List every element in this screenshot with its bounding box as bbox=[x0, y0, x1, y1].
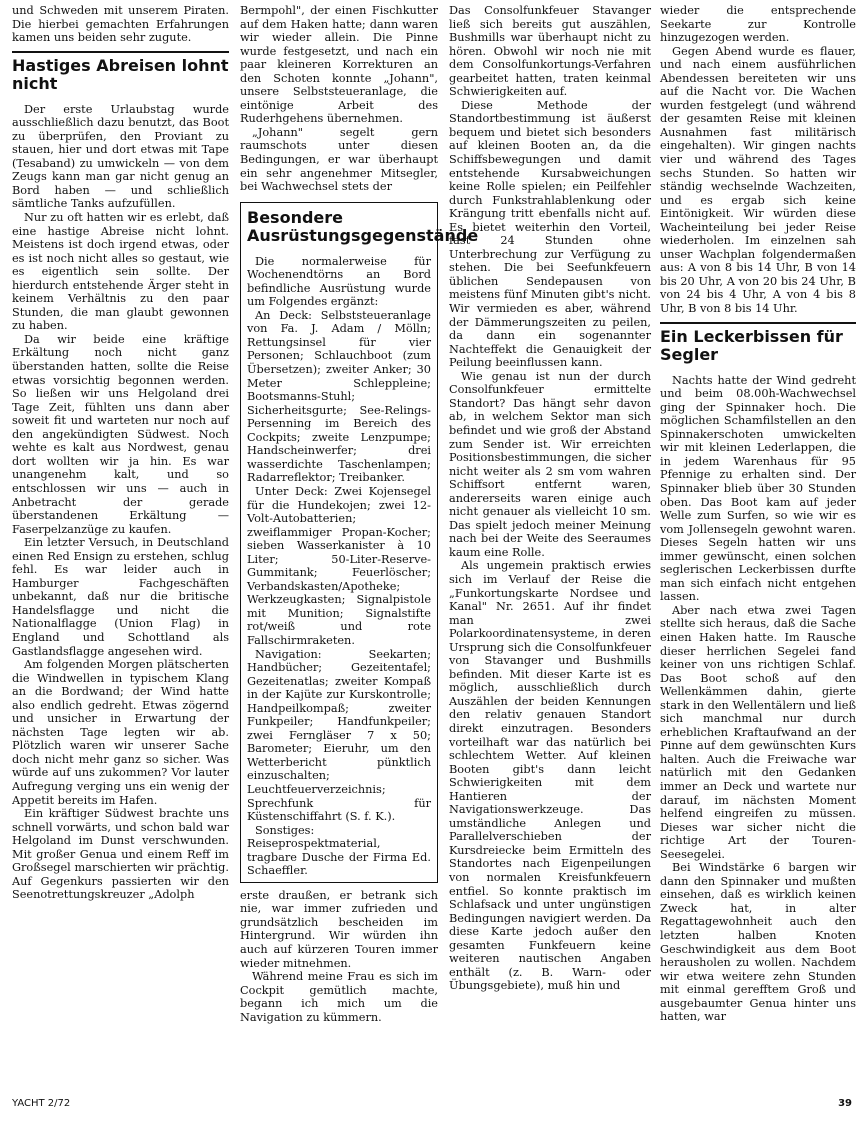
box-paragraph: Navigation: Seekarten; Handbücher; Gezeitentafel; Gezeitenatlas; zweiter Kompaß in der Kajüte zur Kurskontrolle; Handpeilkompaß; zweiter Funkpeiler; Handfunkpeiler; zwei Ferngläser 7 x 50; Barometer; Eieruhr, um den Wetterbericht pünktlich einzuschalten; Leuchtfeuerverzeichnis; Sprechfunk für Küstenschiffahrt (S. f. K.). bbox=[247, 647, 431, 824]
magazine-issue: YACHT 2/72 bbox=[12, 1098, 71, 1109]
paragraph: Das Consolfunkfeuer Stavanger ließ sich bereits gut auszählen, Bushmills war überhaupt nicht zu hören. Obwohl wir noch nie mit dem Consolfunkortungs-Verfahren gearbeitet hatten, traten keinmal Schwierigkeiten auf. bbox=[449, 4, 651, 99]
paragraph: Wie genau ist nun der durch Consolfunkfeuer ermittelte Standort? Das hängt sehr davon ab, in welchem Sektor man sich befindet und wie groß der Abstand zum Sender ist. Wir erreichten Positionsbestimmungen, die sicher nicht weiter als 2 sm vom wahren Schiffsort entfernt waren, andererseits waren einige auch nicht genauer als vielleicht 10 sm. Das spielt jedoch meiner Meinung nach bei der Weite des Seeraumes kaum eine Rolle. bbox=[449, 369, 651, 559]
section-heading: Ein Leckerbissen für Segler bbox=[660, 322, 856, 364]
box-heading: Besondere Ausrüstungsgegenstände bbox=[247, 207, 479, 245]
box-paragraph: An Deck: Selbststeueranlage von Fa. J. Adam / Mölln; Rettungsinsel für vier Personen; Schlauchboot (zum Übersetzen); zweiter Anker; 30 Meter Schleppleine; Bootsmanns-Stuhl; Sicherheitsgurte; See-Relings-Persenning im Bereich des Cockpits; zweite Lenzpumpe; Handscheinwerfer; drei wasserdichte Taschenlampen; Radarreflektor; Treibanker. bbox=[247, 308, 431, 485]
column-1 bbox=[12, 4, 229, 902]
paragraph: Während meine Frau es sich im Cockpit gemütlich machte, begann ich mich um die Navigation zu kümmern. bbox=[240, 970, 438, 1024]
box-paragraph: Sonstiges: Reiseprospektmaterial, tragbare Dusche der Firma Ed. Schaeffler. bbox=[247, 823, 431, 878]
section-heading: Hastiges Abreisen lohnt nicht bbox=[12, 51, 229, 93]
paragraph: Der erste Urlaubstag wurde ausschließlich dazu benutzt, das Boot zu überprüfen, den Proviant zu stauen, hier und dort etwas mit Tape (Tesaband) zu umwickeln — von dem Zeugs kann man gar nicht genug an Bord haben — und schließlich sämtliche Tanks aufzufüllen. bbox=[12, 102, 229, 211]
paragraph: Da wir beide eine kräftige Erkältung noch nicht ganz überstanden hatten, sollte die Reise etwas vorsichtig begonnen werden. So ließen wir uns Helgoland drei Tage Zeit, fühlten uns dann aber soweit fit und warteten nur noch auf den angekündigten Südwest. Noch wehte es kalt aus Nordwest, genau dort wollten wir ja hin. Es war unangenehm kalt, und so entschlossen wir uns — auch in Anbetracht der gerade überstandenen Erkältung — Faserpelzanzüge zu kaufen. bbox=[12, 332, 229, 536]
column-2 bbox=[240, 4, 479, 1024]
paragraph: „Johann" segelt gern raumschots unter diesen Bedingungen, er war überhaupt ein sehr angenehmer Mitsegler, bei Wachwechsel stets der bbox=[240, 125, 438, 194]
paragraph: und Schweden mit unserem Piraten. Die hierbei gemachten Erfahrungen kamen uns beiden sehr zugute. bbox=[12, 4, 229, 45]
paragraph: Diese Methode der Standortbestimmung ist äußerst bequem und bietet sich besonders auf kleinen Booten an, da die Schiffsbewegungen und damit entstehende Kursabweichungen keine Rolle spielen; ein Peilfehler durch Funkstrahlablenkung oder Krängung tritt ebenfalls nicht auf. Es bietet weiterhin den Vorteil, fast 24 Stunden ohne Unterbrechung zur Verfügung zu stehen. Die bei Seefunkfeuern üblichen Sendepausen von meistens fünf Minuten gibt's nicht. Wir vermieden es aber, während der Dämmerungszeiten zu peilen, da dann ein sogenannter Nachteffekt die Genauigkeit der Peilung beeinflussen kann. bbox=[449, 98, 651, 370]
paragraph: Gegen Abend wurde es flauer, und nach einem ausführlichen Abendessen bereiteten wir uns auf die Nacht vor. Die Wachen wurden festgelegt (und während der gesamten Reise mit kleinen Ausnahmen fast militärisch eingehalten). Wir gingen nachts vier und während des Tages sechs Stunden. So hatten wir ständig wechselnde Wachzeiten, und es ergab sich keine Eintönigkeit. Wir würden diese Wacheinteilung bei jeder Reise wiederholen. Im einzelnen sah unser Wachplan folgendermaßen aus: A von 8 bis 14 Uhr, B von 14 bis 20 Uhr, A von 20 bis 24 Uhr, B von 24 bis 4 Uhr, A von 4 bis 8 Uhr, B von 8 bis 14 Uhr. bbox=[660, 44, 856, 316]
paragraph: Nur zu oft hatten wir es erlebt, daß eine hastige Abreise nicht lohnt. Meistens ist doch irgend etwas, oder es ist noch nicht alles so gestaut, wie es eigentlich sein sollte. Der hierdurch entstehende Ärger steht in keinem Verhältnis zu den paar Stunden, die man glaubt gewonnen zu haben. bbox=[12, 211, 229, 333]
paragraph: Aber nach etwa zwei Tagen stellte sich heraus, daß die Sache einen Haken hatte. Im Rausche dieser herrlichen Segelei fand keiner von uns richtigen Schlaf. Das Boot schoß auf den Wellenkämmen dahin, gierte stark in den Wellentälern und ließ sich manchmal nur durch erheblichen Kraftaufwand an der Pinne auf dem gewünschten Kurs halten. Auch die Freiwache war natürlich mit den Gedanken immer an Deck und wartete nur darauf, im nächsten Moment helfend eingreifen zu müssen. Dieses war sicher nicht die richtige Art der Touren-Seesegelei. bbox=[660, 603, 856, 861]
paragraph: Nachts hatte der Wind gedreht und beim 08.00h-Wachwechsel ging der Spinnaker hoch. Die möglichen Schamfilstellen an den Spinnakerschoten umwickelten wir mit kleinen Lederlappen, die in jedem Warenhaus für 95 Pfennige zu erhalten sind. Der Spinnaker blieb über 30 Stunden oben. Das Boot kam auf jeder Welle zum Surfen, so wie wir es vom Jollensegeln gewohnt waren. Dieses Segeln hatten wir uns immer gewünscht, einen solchen seglerischen Leckerbissen durfte man sich einfach nicht entgehen lassen. bbox=[660, 373, 856, 604]
paragraph: Am folgenden Morgen plätscherten die Windwellen in typischem Klang an die Bordwand; der Wind hatte also endlich gedreht. Etwas zögernd und unsicher in Erwartung der nächsten Tage legten wir ab. Plötzlich waren wir unserer Sache doch nicht mehr ganz so sicher. Was würde auf uns zukommen? Vor lauter Aufregung verging uns ein wenig der Appetit bereits im Hafen. bbox=[12, 658, 229, 807]
column-3 bbox=[449, 4, 651, 993]
paragraph: Ein letzter Versuch, in Deutschland einen Red Ensign zu erstehen, schlug fehl. Es war leider auch in Hamburger Fachgeschäften unbekannt, daß nur die britische Handelsflagge und nicht die Nationalflagge (Union Flag) in England und Schottland als Gastlandsflagge angesehen wird. bbox=[12, 536, 229, 658]
box-paragraph: Unter Deck: Zwei Kojensegel für die Hundekojen; zwei 12-Volt-Autobatterien; zweiflammiger Propan-Kocher; sieben Wasserkanister à 10 Liter; 50-Liter-Reserve-Gummitank; Feuerlöscher; Verbandskasten/Apotheke; Werkzeugkasten; Signalpistole mit Munition; Signalstifte rot/weiß und rote Fallschirmraketen. bbox=[247, 484, 431, 647]
paragraph: Bei Windstärke 6 bargen wir dann den Spinnaker und mußten einsehen, daß es wirklich keinen Zweck hat, in alter Regattagewohnheit auch den letzten halben Knoten Geschwindigkeit aus dem Boot herausholen zu wollen. Nachdem wir etwa weitere zehn Stunden mit einmal gerefftem Groß und ausgebaumter Genua hinter uns hatten, war bbox=[660, 861, 856, 1024]
equipment-box bbox=[240, 202, 479, 883]
paragraph: Ein kräftiger Südwest brachte uns schnell vorwärts, und schon bald war Helgoland im Dunst verschwunden. Mit großer Genua und einem Reff im Großsegel marschierten wir prächtig. Auf Gegenkurs passierten wir den Seenotrettungskreuzer „Adolph bbox=[12, 807, 229, 902]
paragraph: erste draußen, er betrank sich nie, war immer zufrieden und grundsätzlich bescheiden im Hintergrund. Wir würden ihn auch auf kürzeren Touren immer wieder mitnehmen. bbox=[240, 888, 438, 970]
paragraph: wieder die entsprechende Seekarte zur Kontrolle hinzugezogen werden. bbox=[660, 4, 856, 45]
paragraph: Als ungemein praktisch erwies sich im Verlauf der Reise die „Funkortungskarte Nordsee und Kanal" Nr. 2651. Auf ihr findet man zwei Polarkoordinatensysteme, in deren Ursprung sich die Consolfunkfeuer von Stavanger und Bushmills befinden. Mit dieser Karte ist es möglich, ausschließlich durch Auszählen der beiden Kennungen den relativ genauen Standort direkt einzutragen. Besonders vorteilhaft war das natürlich bei schlechtem Wetter. Auf kleinen Booten gibt's dann leicht Schwierigkeiten mit dem Hantieren der Navigationswerkzeuge. Das umständliche Anlegen und Parallelverschieben der Kursdreiecke beim Ermitteln des Standortes nach Eigenpeilungen von normalen Kreisfunkfeuern entfiel. So konnte praktisch im Schlafsack und unter ungünstigen Bedingungen navigiert werden. Da diese Karte jedoch außer den gesamten Funkfeuern keine weiteren nautischen Angaben enthält (z. B. Warn- oder Übungsgebiete), muß hin und bbox=[449, 559, 651, 993]
column-4 bbox=[660, 4, 856, 1024]
page-number: 39 bbox=[838, 1098, 852, 1109]
box-paragraph: Die normalerweise für Wochenendtörns an Bord befindliche Ausrüstung wurde um Folgendes ergänzt: bbox=[247, 254, 431, 309]
paragraph: Bermpohl", der einen Fischkutter auf dem Haken hatte; dann waren wir wieder allein. Die Pinne wurde festgesetzt, und nach ein paar kleineren Korrekturen an den Schoten konnte „Johann", unsere Selbststeueranlage, die eintönige Arbeit des Ruderhgehens übernehmen. bbox=[240, 4, 438, 126]
